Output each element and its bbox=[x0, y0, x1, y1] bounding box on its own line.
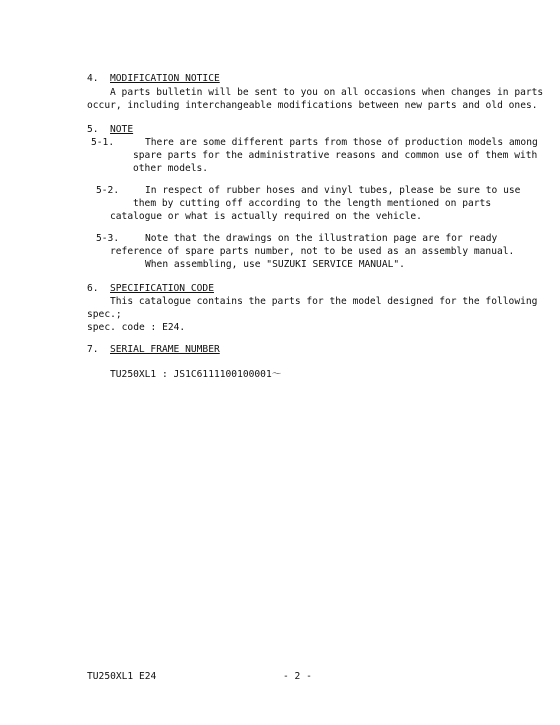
note-5-3-line-2: reference of spare parts number, not to be used as an assembly manual. bbox=[110, 246, 515, 257]
section-4-number: 4. bbox=[87, 73, 99, 84]
note-5-2-line-3: catalogue or what is actually required on the vehicle. bbox=[110, 211, 422, 222]
section-4-line-1: A parts bulletin will be sent to you on all occasions when changes in parts bbox=[110, 87, 544, 98]
note-5-3-line-3: When assembling, use "SUZUKI SERVICE MANUAL". bbox=[145, 259, 405, 270]
section-6-heading: SPECIFICATION CODE bbox=[110, 283, 214, 294]
note-5-1-line-2: spare parts for the administrative reasons and common use of them with bbox=[133, 150, 538, 161]
section-6-number: 6. bbox=[87, 283, 99, 294]
section-5-heading: NOTE bbox=[110, 124, 134, 135]
section-4-line-2: occur, including interchangeable modifications between new parts and old ones. bbox=[87, 100, 538, 111]
note-5-3-number: 5-3. bbox=[96, 233, 120, 244]
note-5-2-line-2: them by cutting off according to the length mentioned on parts bbox=[133, 198, 492, 209]
note-5-3-line-1: Note that the drawings on the illustration page are for ready bbox=[145, 233, 498, 244]
note-5-2-line-1: In respect of rubber hoses and vinyl tubes, please be sure to use bbox=[145, 185, 521, 196]
footer-model-code: TU250XL1 E24 bbox=[87, 671, 157, 682]
section-6-line-2: spec.; bbox=[87, 309, 122, 320]
note-5-1-number: 5-1. bbox=[91, 137, 115, 148]
note-5-1-line-3: other models. bbox=[133, 163, 209, 174]
serial-frame-number: TU250XL1 : JS1C6111100100001～ bbox=[110, 369, 282, 380]
note-5-2-number: 5-2. bbox=[96, 185, 120, 196]
section-6-line-3: spec. code : E24. bbox=[87, 322, 186, 333]
section-7-number: 7. bbox=[87, 344, 99, 355]
section-4-heading: MODIFICATION NOTICE bbox=[110, 73, 220, 84]
section-7-heading: SERIAL FRAME NUMBER bbox=[110, 344, 220, 355]
section-5-number: 5. bbox=[87, 124, 99, 135]
note-5-1-line-1: There are some different parts from those of production models among bbox=[145, 137, 538, 148]
footer-page-number: - 2 - bbox=[283, 671, 312, 682]
section-6-line-1: This catalogue contains the parts for the model designed for the following bbox=[110, 296, 538, 307]
